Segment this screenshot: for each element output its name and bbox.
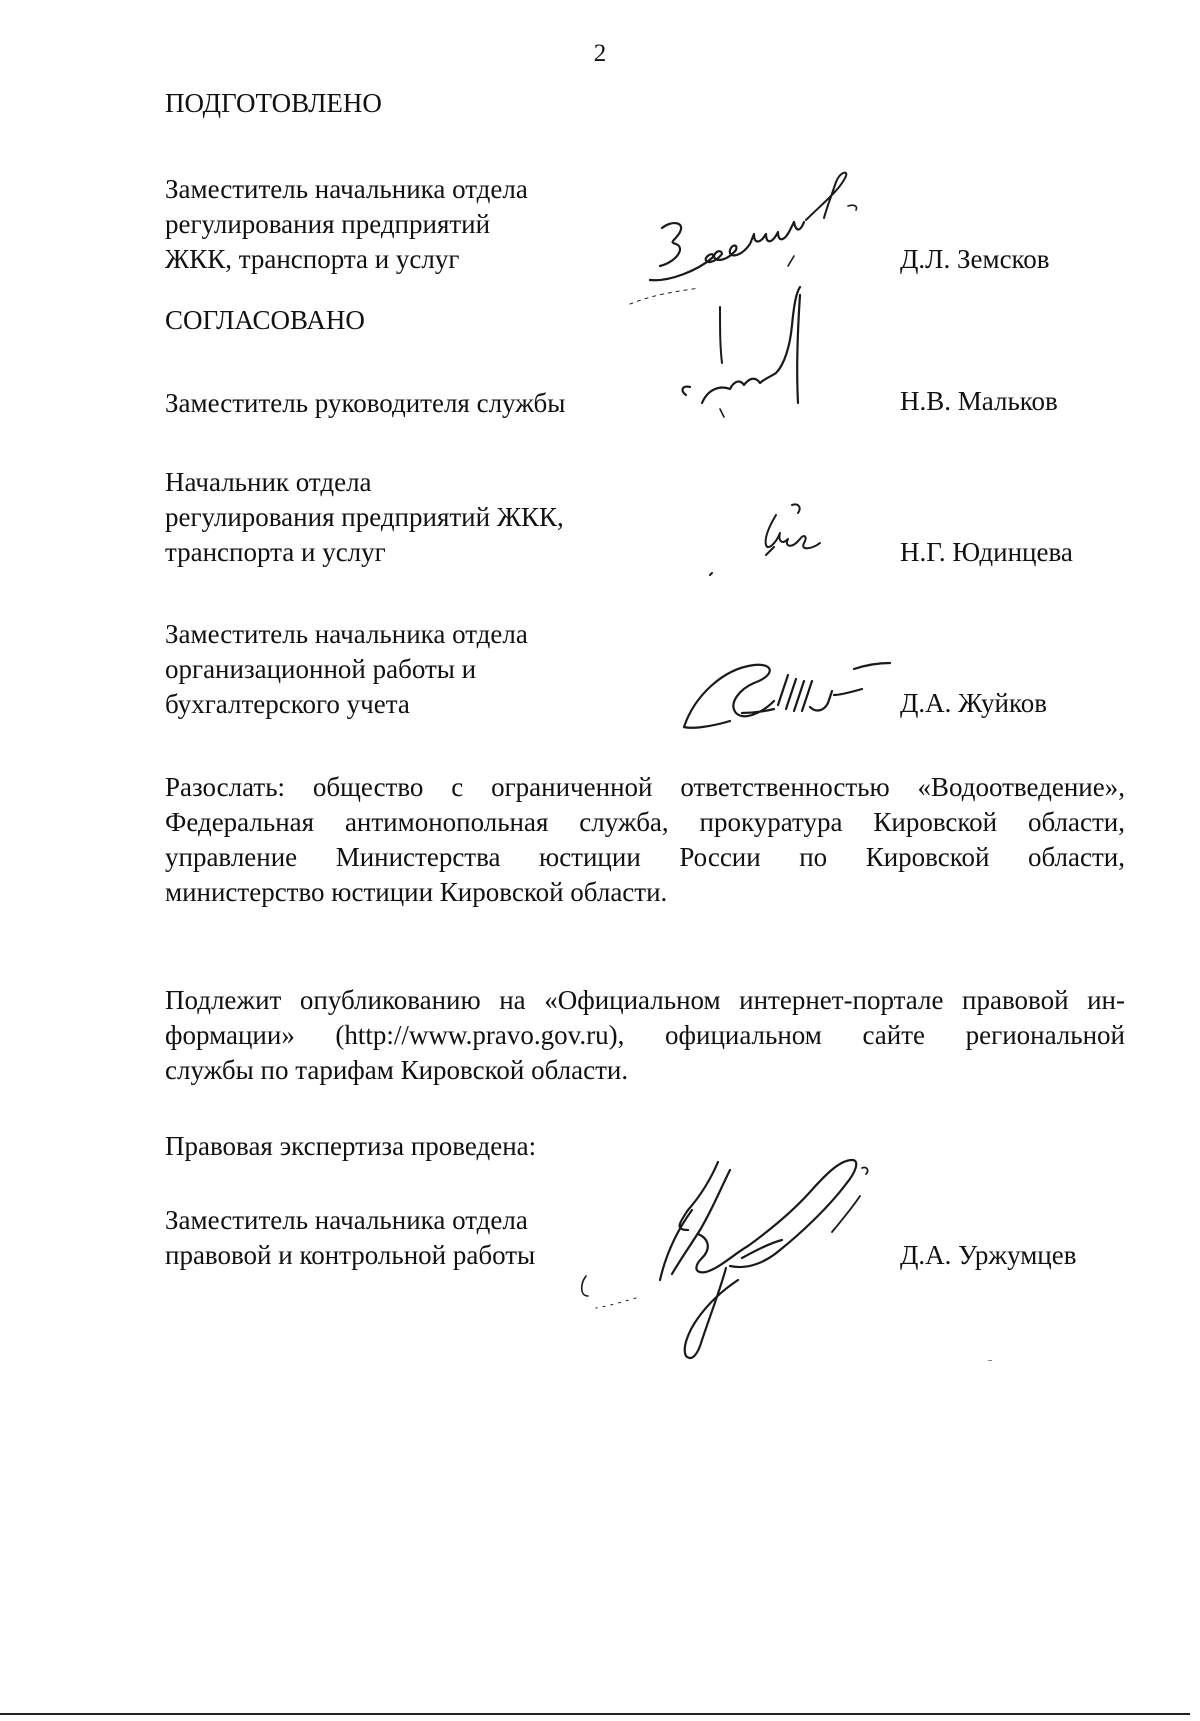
position-line: Заместитель начальника отдела: [165, 619, 528, 649]
signer-name: Д.А. Жуйков: [900, 688, 1047, 718]
signature-malkov: [660, 285, 860, 445]
position-line: организационной работы и: [165, 654, 477, 684]
signer-position: [165, 386, 565, 421]
signer-name: Н.Г. Юдинцева: [900, 537, 1073, 567]
signer-position: [165, 465, 564, 570]
paragraph-line: Подлежит опубликованию на «Официальном интернет-портале правовой ин-: [165, 985, 1125, 1015]
paragraph-line: службы по тарифам Кировской области.: [165, 1055, 629, 1085]
prepared-heading: ПОДГОТОВЛЕНО: [165, 88, 382, 118]
position-line: Заместитель начальника отдела: [165, 1205, 528, 1235]
publication-paragraph: [165, 983, 1125, 1088]
agreed-heading: СОГЛАСОВАНО: [165, 305, 365, 335]
position-line: правовой и контрольной работы: [165, 1240, 536, 1270]
paragraph-line: министерство юстиции Кировской области.: [165, 877, 668, 907]
signer-position: [165, 617, 528, 722]
paragraph-line: Федеральная антимонопольная служба, прокуратура Кировской области,: [165, 807, 1125, 837]
signature-urzhumtsev: [570, 1150, 940, 1370]
position-line: транспорта и услуг: [165, 537, 386, 567]
position-line: регулирования предприятий ЖКК,: [165, 502, 564, 532]
position-line: ЖКК, транспорта и услуг: [165, 244, 460, 274]
signature-zhuikov: [670, 655, 910, 735]
position-line: бухгалтерского учета: [165, 689, 410, 719]
legal-review-name: Д.А. Уржумцев: [900, 1240, 1077, 1270]
legal-review-position: [165, 1203, 535, 1273]
legal-review-heading: Правовая экспертиза проведена:: [165, 1131, 537, 1161]
distribution-paragraph: [165, 770, 1125, 910]
scan-speck: [988, 1360, 992, 1361]
signer-name: Н.В. Мальков: [900, 386, 1058, 416]
page-number: 2: [593, 40, 607, 67]
prepared-position: [165, 172, 528, 277]
position-line: Заместитель начальника отдела: [165, 174, 528, 204]
position-line: регулирования предприятий: [165, 209, 491, 239]
position-line: Начальник отдела: [165, 467, 372, 497]
position-line: Заместитель руководителя службы: [165, 388, 566, 418]
paragraph-line: управление Министерства юстиции России по Кировской области,: [165, 842, 1125, 872]
prepared-name: Д.Л. Земсков: [900, 244, 1050, 274]
signature-yudintseva: [700, 495, 860, 585]
paragraph-line: формации» (http://www.pravo.gov.ru), официальном сайте региональной: [165, 1020, 1125, 1050]
paragraph-line: Разослать: общество с ограниченной ответственностью «Водоотведение»,: [165, 772, 1125, 802]
page-bottom-border: [0, 1713, 1190, 1715]
